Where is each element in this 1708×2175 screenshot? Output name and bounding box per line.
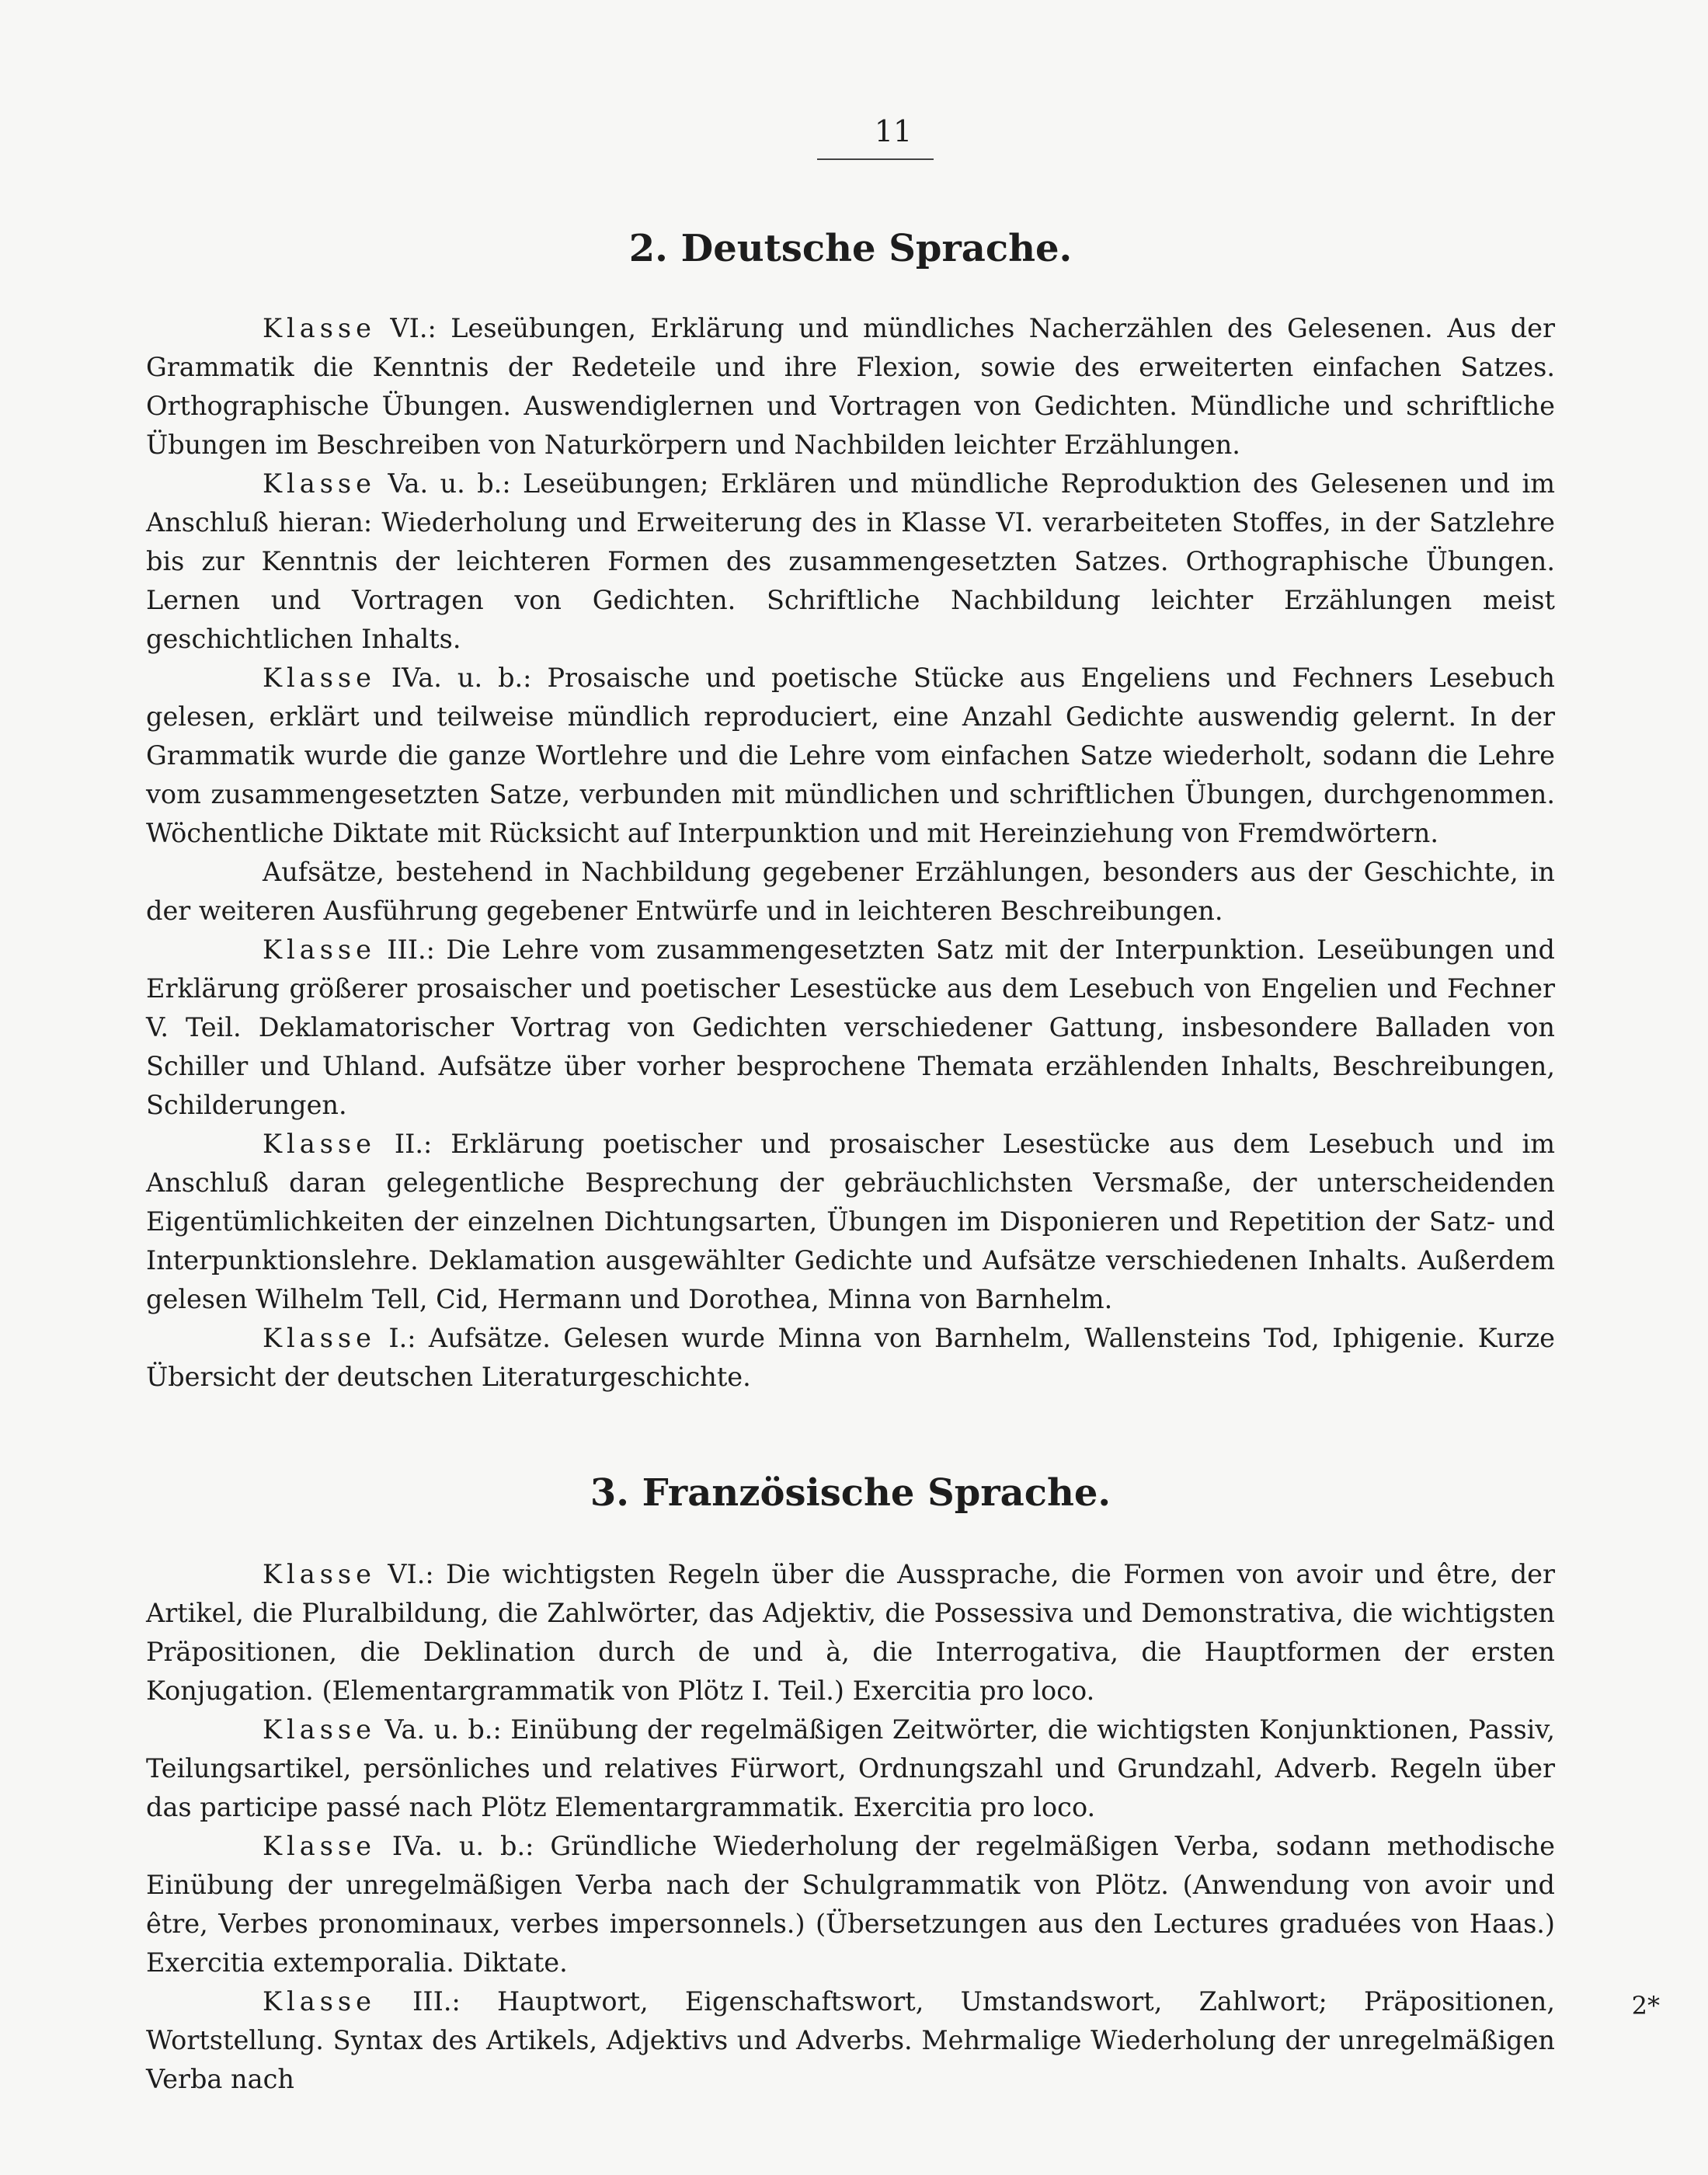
page-number: 11 [874,114,913,148]
paragraph-text: Hauptwort, Eigenschaftswort, Umstandswort, Zahlwort; Präpositionen, Wortstellung. Syntax des Artikels, Adjektivs und Adverbs. Mehrmalige Wiederholung der unregelmäßigen Verba nach [146,1986,1555,2094]
klasse-label: Klasse [263,1831,376,1861]
paragraph [146,853,1555,931]
grade-label: IVa. u. b.: [375,663,532,693]
paragraph-text: Leseübungen; Erklären und mündliche Reproduktion des Gelesenen und im Anschluß hieran: Wiederholung und Erweiterung des in Klasse VI. verarbeiteten Stoffes, in der Satzlehre bis zur Kenntnis der leichteren Formen des zusammengesetzten Satzes. Orthographische Übungen. Lernen und Vortragen von Gedichten. Schriftliche Nachbildung leichter Erzählungen meist geschichtlichen Inhalts. [146,468,1555,654]
grade-label: III.: [375,1986,461,2017]
paragraph [146,931,1555,1125]
grade-label: Va. u. b.: [375,468,511,499]
klasse-label: Klasse [263,1323,376,1353]
grade-label: III.: [375,934,435,965]
klasse-label: Klasse [263,1986,376,2017]
paragraph-text: Die Lehre vom zusammengesetzten Satz mit der Interpunktion. Leseübungen und Erklärung größerer prosaischer und poetischer Lesestücke aus dem Lesebuch von Engelien und Fechner V. Teil. Deklamatorischer Vortrag von Gedichten verschiedener Gattung, insbesondere Balladen von Schiller und Uhland. Aufsätze über vorher besprochene Themata erzählenden Inhalts, Beschreibungen, Schilderungen. [146,934,1555,1120]
paragraph-text: Gründliche Wiederholung der regelmäßigen Verba, sodann methodische Einübung der unregelmäßigen Verba nach der Schulgrammatik von Plötz. (Anwendung von avoir und être, Verbes pronominaux, verbes impersonnels.) (Übersetzungen aus den Lectures graduées von Haas.) Exercitia extemporalia. Diktate. [146,1831,1555,1978]
paragraph [146,1125,1555,1319]
paragraph [146,659,1555,853]
paragraph [146,465,1555,659]
paragraph-text: Einübung der regelmäßigen Zeitwörter, die wichtigsten Konjunktionen, Passiv, Teilungsartikel, persönliches und relatives Fürwort, Ordnungszahl und Grundzahl, Adverb. Regeln über das participe passé nach Plötz Elementargrammatik. Exercitia pro loco. [146,1714,1555,1822]
paragraph-text: Erklärung poetischer und prosaischer Lesestücke aus dem Lesebuch und im Anschluß daran gelegentliche Besprechung der gebräuchlichsten Versmaße, der unterscheidenden Eigentümlichkeiten der einzelnen Dichtungsarten, Übungen im Disponieren und Repetition der Satz- und Interpunktionslehre. Deklamation ausgewählter Gedichte und Aufsätze verschiedenen Inhalts. Außerdem gelesen Wilhelm Tell, Cid, Hermann und Dorothea, Minna von Barnhelm. [146,1129,1555,1314]
klasse-label: Klasse [263,934,376,965]
paragraph-text: Aufsätze, bestehend in Nachbildung gegebener Erzählungen, besonders aus der Geschichte, in der weiteren Ausführung gegebener Entwürfe und in leichteren Beschreibungen. [146,857,1555,926]
paragraph [146,309,1555,465]
document-page [146,114,1556,2099]
klasse-label: Klasse [263,313,376,343]
klasse-label: Klasse [263,468,376,499]
grade-label: Va. u. b.: [375,1714,502,1745]
klasse-label: Klasse [263,1559,376,1589]
grade-label: VI.: [375,313,437,343]
grade-label: II.: [375,1129,433,1159]
grade-label: I.: [375,1323,416,1353]
paragraph-text: Die wichtigsten Regeln über die Aussprache, die Formen von avoir und être, der Artikel, die Pluralbildung, die Zahlwörter, das Adjektiv, die Possessiva und Demonstrativa, die wichtigsten Präpositionen, die Deklination durch de und à, die Interrogativa, die Hauptformen der ersten Konjugation. (Elementargrammatik von Plötz I. Teil.) Exercitia pro loco. [146,1559,1555,1706]
klasse-label: Klasse [263,663,376,693]
paragraph [146,1982,1555,2099]
section-title-franzoesisch: 3. Französische Sprache. [590,1471,1111,1515]
paragraph [146,1555,1555,1710]
paragraph [146,1827,1555,1982]
section-title-deutsch: 2. Deutsche Sprache. [628,227,1073,270]
paragraph [146,1710,1555,1827]
paragraph-text: Prosaische und poetische Stücke aus Engeliens und Fechners Lesebuch gelesen, erklärt und teilweise mündlich reproduciert, eine Anzahl Gedichte auswendig gelernt. In der Grammatik wurde die ganze Wortlehre und die Lehre vom einfachen Satze wiederholt, sodann die Lehre vom zusammengesetzten Satze, verbunden mit mündlichen und schriftlichen Übungen, durchgenommen. Wöchentliche Diktate mit Rücksicht auf Interpunktion und mit Hereinziehung von Fremdwörtern. [146,663,1555,848]
grade-label: VI.: [375,1559,434,1589]
paragraph-text: Leseübungen, Erklärung und mündliches Nacherzählen des Gelesenen. Aus der Grammatik die Kenntnis der Redeteile und ihre Flexion, sowie des erweiterten einfachen Satzes. Orthographische Übungen. Auswendiglernen und Vortragen von Gedichten. Mündliche und schriftliche Übungen im Beschreiben von Naturkörpern und Nachbilden leichter Erzählungen. [146,313,1556,460]
grade-label: IVa. u. b.: [375,1831,534,1861]
paragraph [146,1319,1555,1397]
paragraph-text: Aufsätze. Gelesen wurde Minna von Barnhelm, Wallensteins Tod, Iphigenie. Kurze Übersicht der deutschen Literaturgeschichte. [146,1323,1555,1392]
klasse-label: Klasse [263,1714,376,1745]
klasse-label: Klasse [263,1129,376,1159]
page-number-rule [817,158,934,160]
printer-signature: 2* [1631,1991,1660,2020]
